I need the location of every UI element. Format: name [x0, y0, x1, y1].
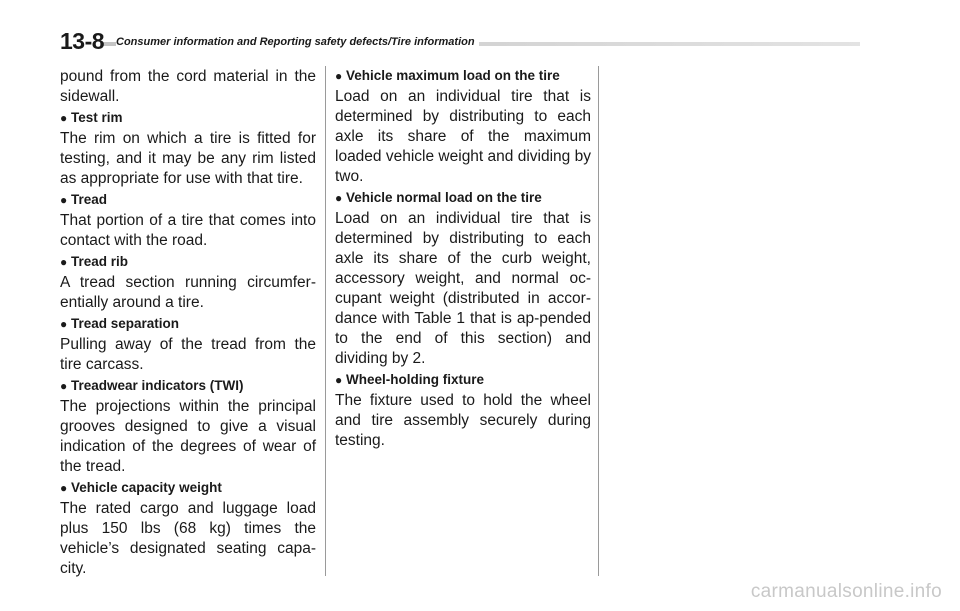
definition-paragraph: Load on an individual tire that is determined by distributing to each axle its share of the curb weight, accessory weight, and normal oc-cupant weight (distributed in accor-dance with Table 1 that is ap-pended to the end of this section) and dividing by 2.	[335, 210, 591, 367]
term-heading	[60, 253, 316, 271]
definition-paragraph: The fixture used to hold the wheel and tire assembly securely during testing.	[335, 392, 591, 449]
term-text: Vehicle maximum load on the tire	[346, 68, 560, 83]
bullet-icon: ●	[335, 69, 343, 83]
term-heading	[60, 109, 316, 127]
definition-paragraph: That portion of a tire that comes into contact with the road.	[60, 212, 316, 249]
term-text: Tread separation	[71, 316, 180, 331]
bullet-icon: ●	[335, 373, 343, 387]
definition-paragraph: The rim on which a tire is fitted for testing, and it may be any rim listed as appropriate for use with that tire.	[60, 130, 316, 187]
term-heading	[335, 371, 591, 389]
bullet-icon: ●	[60, 481, 68, 495]
bullet-icon: ●	[60, 111, 68, 125]
term-heading	[60, 315, 316, 333]
bullet-icon: ●	[60, 317, 68, 331]
term-heading	[335, 67, 591, 85]
bullet-icon: ●	[60, 193, 68, 207]
definition-paragraph: The projections within the principal grooves designed to give a visual indication of the degrees of wear of the tread.	[60, 398, 316, 475]
definition-paragraph: A tread section running circumfer-entially around a tire.	[60, 274, 316, 311]
definition-paragraph: The rated cargo and luggage load plus 150 lbs (68 kg) times the vehicle’s designated seating capa-city.	[60, 500, 316, 577]
definition-paragraph: pound from the cord material in the sidewall.	[60, 68, 316, 105]
bullet-icon: ●	[60, 379, 68, 393]
term-text: Treadwear indicators (TWI)	[71, 378, 244, 393]
bullet-icon: ●	[60, 255, 68, 269]
definition-paragraph: Pulling away of the tread from the tire carcass.	[60, 336, 316, 373]
watermark: carmanualsonline.info	[750, 581, 942, 602]
term-heading	[60, 191, 316, 209]
term-text: Vehicle capacity weight	[71, 480, 222, 495]
term-heading	[60, 377, 316, 395]
definition-paragraph: Load on an individual tire that is determined by distributing to each axle its share of the maximum loaded vehicle weight and dividing by two.	[335, 88, 591, 185]
column-divider-1	[325, 66, 326, 576]
section-title-text: Consumer information and Reporting safety defects/Tire information	[116, 36, 479, 48]
page-number: 13-8	[60, 28, 105, 54]
section-title	[116, 36, 479, 49]
column-1	[60, 67, 316, 581]
term-text: Tread	[71, 192, 108, 207]
term-heading	[335, 189, 591, 207]
term-text: Test rim	[71, 110, 123, 125]
term-heading	[60, 479, 316, 497]
column-2	[335, 67, 591, 453]
page-header	[60, 28, 860, 54]
column-divider-2	[598, 66, 599, 576]
bullet-icon: ●	[335, 191, 343, 205]
term-text: Tread rib	[71, 254, 129, 269]
term-text: Wheel-holding fixture	[346, 372, 484, 387]
term-text: Vehicle normal load on the tire	[346, 190, 542, 205]
